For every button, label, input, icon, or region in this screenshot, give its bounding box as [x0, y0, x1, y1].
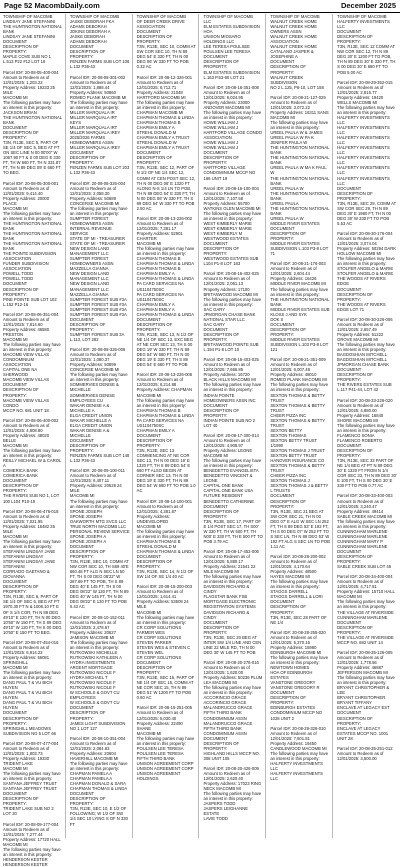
column-text: TOWNSHIP OF MACOMB LINDSAY JANE STEFANINI THE HUNTINGTON NATIONAL BANK LINDSAY JANE STEFANINI DOCUMENT DESCRIPTION OF PROPERTY: MAPLE COVE SUB NO 1 L.513 P22 #12 LOT 16 Parcel ID#: 20-08-05-400-004 Amount to Redeem as of 12/01/2025: 1,203.22 Property Address: 19233 25 MILE MACOMB MI The following parties may have an interest in this property: JACKSON BRIAN THE HUNTINGTON NATIONAL BANK DOCUMENT DESCRIPTION OF PROPERTY: T3N, R13E, SEC 5, PART OF SE 1/4 OF SEC 5, BEG AT PT ON SEC LINE N 00 00'00" W 1067.90 FT & S 00 DEG E 330 FT, TH W 660 FT, TH N 331.87 FT, TH N 89 DEG 09' E 660 FT TO BEG. Parcel ID#: 20-08-05-300-001 Amount to Redeem as of 12/01/2025: 9,414.40 Property Address: 20000 PLACE MACOMB MI The following parties may have an interest in this property: THE HUNTINGTON NATIONAL BANK THE HUNTINGTON NATIONAL BANK THE HUNTINGTON NATIONAL BANK THE POINTE SUBDIVISION ASSOCIATION FUNDER SUBDIVISION ASSOCIATION POWELL TODD POWELL TODD DOCUMENT DESCRIPTION OF PROPERTY: PINE POINTE SUB LOT 102 L.152 P12-16 Parcel ID#: 20-08-06-351-004 Amount to Redeem as of 12/01/2025: 7,814.60 Property Address: 46580 PRESTON MACOMB MI The following parties may have an interest in this property: MACOMB VIEW VILLAS CONDOMINIUM ASSOCIATION CAPITAL ONE NA SHERWOOD MACOMB VIEW VILLAS DOCUMENT DESCRIPTION OF PROPERTY: MACOMB VIEW VILLAS CONDO MCCP NO. 681 UNIT 18 Parcel ID#: 20-08-06-400-002 Amount to Redeem as of 12/01/2025: 4,808.80 Property Address: 48020 BELLE MACOMB MI The following parties may have an interest in this property: REILLY MICHAEL W & CAROL A COMERICA BANK COMERICA BANK DOCUMENT DESCRIPTION OF PROPERTY: THE RIVERS SUB NO 1, LOT 100 L104 P10-19 Parcel ID#: 20-08-06-476-018 Amount to Redeem as of 12/01/2025: 7,021.95 Property Address: 16482 25 MILE MACOMB MI The following parties may have an interest in this property: STEFANINI LINDSAY JANE STEFANINI LINDSAY STEFANINI LINDSAY JANE STEFANINI CORRADO GAETANO & GIOVANNA DOCUMENT DESCRIPTION OF PROPERTY: T3N, R13E, SEC 6, PART OF SE 1/4 OF SEC 6, BEG AT PT 1970.30 FT N & 1006.10 FT E OF S 1/4 COR, TH N 89 DEG 49'10" E 120 FT, TH N 00 DEG 10'50" W 150 FT, TH S 89 DEG 49'10" W 120 FT, TH S 00 DEG 10'50" E 150 FT TO BEG. Parcel ID#: 20-08-07-454-016 Amount to Redeem as of 12/01/2025: 6,914.22 Property Address: 56081 SPRINGHILL MACOMB MI The following parties may have an interest in this property: DANG PAUL T & VU BICH HUYEN DANG PAUL T & VU BICH HUYEN DANG PAUL T & VU BICH HUYEN DOCUMENT DESCRIPTION OF PROPERTY: SPRINGHILL MEADOWS SUBDIVISION NO 5 LOT 66 Parcel ID#: 20-08-07-477-004 Amount to Redeem as of 12/01/2025: 1,803.73 Property Address: 19330 TRIDENT LAKE MACOMB MI The following parties may have an interest in this property: SANTANA JEFFREY TRUST SANTANA JEFFREY TRUST DOCUMENT DESCRIPTION OF PROPERTY: TRIDENT LAKE SUB NO 2 LOT 20 Parcel ID#: 20-08-09-177-004 Amount to Redeem as of 12/01/2025: 7,277.44 Property Address: 17720 HALL MACOMB MI The following parties may have an interest in this property: HENDERSON KESTER HENDERSON KESTER — [3, 14, 63, 867]
column-3 — [137, 14, 200, 838]
page-number: Page 52 — [4, 1, 33, 10]
column-1 — [3, 14, 66, 867]
column-text: TOWNSHIP OF MACOMB JASKE DEBORAH FKA ADAMS DEBORAH JOKINS DEBORAH A JASKE DEBORAH ADAMS DEBORAH DOCUMENT DESCRIPTION OF PROPERTY: FENZEN FARMS SUB LOT 106 L.132 P36-43 Parcel ID#: 20-08-08-301-002 Amount to Redeem as of 12/01/2025: 1,888.44 Property Address: 50860 ROMEO PLANK MACOMB MI The following parties may have an interest in this property: MILLER MARQUALA IR MILLER MARQUALA IRT KEYS MILLER MARQUALA IRT MILLER MARQUALA IREY 2025/2026 FARMS HOMEOWNERS ASSN MILLER MARQUALA IREY DOCUMENT DESCRIPTION OF PROPERTY: FENZEN FARMS SUB LOT 203 L.132 P36-43 Parcel ID#: 20-08-08-326-004 Amount to Redeem as of 12/01/2025: 2,058.30 Property Address: 50689 CONCERSE MACOMB MI The following parties may have an interest in this property: SUMPTER FOREST HOMEOWNERS ASSN INTERNAL REVENUE SERVICE STATE OF MI - TREASURER STATE OF MI - TREASURER NEW DESIGN LAND MANAGEMENT LLC SUMPTER FOREST HOMEOWNERS ASSN MAZZELLA GIANNA NEW DESIGN LAND MANAGEMENT LLC NEW DESIGN LAND MANAGEMENT LLC MAZZELLA GIANNA SUMPTER FOREST SUB #3A SUMPTER FOREST SUB #3A SUMPTER FOREST SUB #3A SUMPTER FOREST SUB #3A DOCUMENT DESCRIPTION OF PROPERTY: SUMPTER FOREST SUB 3A L.113, LOT 282 Parcel ID#: 20-08-08-326-006 Amount to Redeem as of 12/01/2025: 1,080.37 Property Address: 50899 CONCERSE MACOMB MI The following parties may have an interest in this property: SOMMERVIES DENISE & MICHELLE SOMMERVIES DENISE EMPLOYEES CU WAKAR DENISE A & MICHELLE A ELGA CREDIT UNION WAKAR MICHELLE A ELGA CREDIT UNION WAKAR DENISE A & MICHELLE DOCUMENT DESCRIPTION OF PROPERTY: FENZEN FARMS SUB LOT 148 L.132 P36-43 Parcel ID#: 20-08-09-100-011 Amount to Redeem as of 12/01/2025: 6,407.11 Property Address: 20528 24 MILE MACOMB MI The following parties may have an interest in this property: SPONE JOSEPH SPONE JOSEPH OAKWORTH MTG SVCS LLC TRUE NORTH MACOMB LLC PERSONAL REVIEW SERVICE SPONE JOSEPH A SPONE JOSEPH A DOCUMENT DESCRIPTION OF PROPERTY: T3N, R13E, SEC 10, COMM AT NW COR SEC 10, TH S89 40'E 660.48 FT ALG N SEC LN 50 FT, TH S 00 DEG 08'22" W 287.69 FT TO POB, TH S 89 DEG 40' E 145 FT, TH S 00 DEG 08'22" W 130 FT, TH N 89 DEG 40' W 145 FT, TH N 00 DEG 08'22" E 130 FT TO POB 0.43 AC Parcel ID#: 20-08-10-152-011 Amount to Redeem as of 12/01/2025: 2,478.67 Property Address: 20627 JAMISON MACOMB MI The following parties may have an interest in this property: RUTKOWSKI MICHELLE RUTKOWSKI KATHLEEN A HYDRA INVESTMENTS ARGENT MORTGAGE RUTKOWSKI NICOLE F HYDRA MICHAEL T RUTKOWSKI NICOLE F RUTKOWSKI NICOLE F W SCHOOLS & GOVT CU EMPLOYEES W SCHOOLS & GOVT CU DOCUMENT DESCRIPTION OF PROPERTY: JAMES LIGHT SUBDIVISION NO 1 LOT 127 Parcel ID#: 20-08-10-351-004 Amount to Redeem as of 12/01/2025: 2,084.83 Property Address: 20604 HAVERHILL MACOMB MI The following parties may have an interest in this property: CHAPMAN PAMELA A CHAPMAN PAMELA A CHAPMAN DONALD & SARA CHAPMAN THOMAS & LINDA DOCUMENT DESCRIPTION OF PROPERTY: T3N, R13E, SEC 10, E 1/2 OF FOLLOWING; W 1/2 OF SW 1/4 SEC 10 LYING S OF N 330 FT — [69, 14, 130, 827]
page-label — [4, 1, 100, 10]
column-6 — [337, 14, 397, 838]
issue-date: December 2025 — [340, 1, 396, 10]
column-5 — [270, 14, 333, 838]
column-2 — [70, 14, 133, 838]
site-name: MacombDaily.com — [34, 1, 100, 10]
column-4 — [203, 14, 266, 838]
notice-columns — [3, 14, 397, 867]
column-text: TOWNSHIP OF MACOMB WALNUT CREEK HOME WALNUT CREEK HOME OWNERS ASSN WALNUT CREEK HOME ASSOCIATION WALNUT CREEK HOME CATALANO JASPER & JOSEPHINE A DOCUMENT DESCRIPTION OF PROPERTY: WALNUT CREEK SUBDIVISION NO 2 L.125, P6-10, LOT 158 Parcel ID#: 20-08-21-127-029 Amount to Redeem as of 12/01/2025: 3,072.22 Property Address: 16311 SANS MACOMB MI The following parties may have an interest in this property: UREEL PAULA W & JAMES UREEL PAULA W PA K JENIFER PAULA W THE HUNTINGTON NATIONAL BANK THE HUNTINGTON NATIONAL BANK UREEL PAULA W MA K PAUL W THE HUNTINGTON NATIONAL BANK UREEL PAULA W THE HUNTINGTON NATIONAL BANK UREEL PAULA THE HUNTINGTON NATIONAL BANK UREEL PAULA W MIDDLE RIVER ESTATES DOCUMENT DESCRIPTION OF PROPERTY: MIDDLE RIVER ESTATES SUBDIVISION L.103 P3-8 LOT 71 Parcel ID#: 20-08-21-176-003 Amount to Redeem as of 12/01/2025: 2,604.44 Property Address: 16426 MIDDLE RIVER MACOMB MI The following parties may have an interest in this property: THE HUNTINGTON NATIONAL BANK MIDDLE RIVER ESTATES SUB KLOSS J AND SYK DOK S DOCUMENT DESCRIPTION OF PROPERTY: MIDDLE RIVER ESTATES SUBDIVISION L.103 P3-8 LOT 121 Parcel ID#: 20-08-21-351-009 Amount to Redeem as of 12/01/2025: 6,007.48 Property Address: 48010 ROMEO PLANK MACOMB MI The following parties may have an interest in this property: SEXTON THOMAS & BETTY TRUST SEXTON THOMAS & BETTY TRUST CHEER PIZZA INC SEXTON THOMAS & BETTY TRUST SEXTON BETTY SEXTON THOMAS SEXTON BETTY TRUST 1/1990 SEXTON THOMAS J TRUST SEXTON BETTY TRUST HANOVER INSURANCE CO SEXTON THOMAS & BETTY TRUST CHEER PIZZA INC SEXTON THOMAS J SEXTON THOMAS J & BETTY L TRUSTS DOCUMENT DESCRIPTION OF PROPERTY: T3N, R13E, SEC 21 BEG AT SW COR SEC 21, TH N 00 DEG 07' E ALG W SEC LN 252 FT, TH S 89 DEG 53' E 192 FT, TH S 00 DEG 07' W 252 FT TO S SEC LN, TH N 89 DEG 53' W 192 FT ALG S SEC LN TO POB 1.11 AC Parcel ID#: 20-08-28-200-002 Amount to Redeem as of 12/01/2025: 4,170.64 Property Address: 48500 HAYES MACOMB MI The following parties may have an interest in this property: STAGGS DARRELL STAGGS DARRELL & LORI DOCUMENT DESCRIPTION OF PROPERTY: T3N, R13E, SEC 28 PART OF NE 1/4 Parcel ID#: 20-08-28-255-020 Amount to Redeem as of 12/01/2025: 5,370.16 Property Address: 15980 EDINBURGH MACOMB MI The following parties may have an interest in this property: NEWTOWN HOMES HOA OF EDINBURGH ESTATES VANSTONE GREGORY VANSTONE GREGORY R DOCUMENT DESCRIPTION OF PROPERTY: EDINBURGH ESTATES CONDOMINIUM MCCP NO 1028 UNIT 2 Parcel ID#: 20-08-29-326-010 Amount to Redeem as of 12/01/2025: 7,601.81 Property Address: 19450 CANDLEWOOD MACOMB MI The following parties may have an interest in this property: HALFERTY INVESTMENTS LLC HALFERTY INVESTMENTS LLC — [270, 14, 330, 782]
column-text: TOWNSHIP OF MACOMB LLC ELM ESTATES SUBDIVISION HOA UNISON MIOSARO HOLDINGS LLC LEE TERESA POULSEE POULSEN LEE TERESA DOCUMENT DESCRIPTION OF PROPERTY: ELM ESTATES SUBDIVISION L.163 P.53-60 LOT 21 Parcel ID#: 20-08-16-351-008 Amount to Redeem as of 12/01/2025: 6,024.95 Property Address: 23000 ANDOVER MACOMB MI The following parties may have an interest in this property: HOWE WILLIAM J HOWE WILLIAM J HARTFORD VILLAGE CONDO ASSOCIATION HOWE WILLIAM J HOWE WILLIAM J DOCUMENT DESCRIPTION OF PROPERTY: HARTFORD VILLAGE CONDOMINIUM MCCP NO 166 UNIT 19 Parcel ID#: 20-08-16-100-004 Amount to Redeem as of 12/01/2025: 7,107.58 Property Address: 55700 WATKINS GLEN MACOMB MI The following parties may have an interest in this property: WEST KIMBERLY MARIE WEST KIMBERLY MARIE WEST KIMBERLY M WESTWOOD ESTATES DOCUMENT DESCRIPTION OF PROPERTY: WESTWOOD ESTATES SUB L104 P1-8 LOT 183 Parcel ID#: 20-08-16-402-025 Amount to Redeem as of 12/01/2025: 2,061.13 Property Address: 17100 BRITANWOOD MACOMB MI The following parties may have an interest in this property: SAC GARY JPMORGAN CHASE BANK NATIONAL STAR LLC SAC GARY DOCUMENT DESCRIPTION OF PROPERTY: BRITANWOOD POINTE SUB L.194 P1-8 LOT 10 Parcel ID#: 20-08-16-403-025 Amount to Redeem as of 12/01/2025: 7,666.85 Property Address: 16720 BLACK HILLS MACOMB MI The following parties may have an interest in this property: INDIAN POINTE HOMEOWNERS ASSN INC DOCUMENT DESCRIPTION OF PROPERTY: INDIAN POINTE SUB NO 2 LOT 40 Parcel ID#: 20-08-17-300-014 Amount to Redeem as of 12/01/2025: 4,908.97 Property Address: LEONE MACOMB MI The following parties may have an interest in this property: BENEDETTO EVANGELISTA BENEDETTO VINCENT & LEONE CAPITAL ONE BANK CAPITAL ONE BANK USA FUTURE RESIDENT BENEDETTO CATHERINE DOCUMENT DESCRIPTION OF PROPERTY: T3N, R13E, SEC 17, PART OF E 1/4 POST SEC 17, TH S00' W 330 FT, TH W 500 FT, TH N00' E 330 FT, TH E 500 FT TO POB 3.79 AC Parcel ID#: 20-08-17-452-006 Amount to Redeem as of 12/01/2025: 5,880.17 Property Address: 21541 22 MILE MACOMB MI The following parties may have an interest in this property: DAVIDSON RICHARD & CINDY FLAGSTAR BANK FSB MORTGAGE ELECTRONIC REGISTRATION SYSTEMS DAVIDSON RICHARD & CINDY DOCUMENT DESCRIPTION OF PROPERTY: T3N, R13E, SEC 20 BEG AT INTER SW 1/4 LINE AND CEN LINE 22 MILE RD, TH N 00 DEG 30' W 145 FT TO POB Parcel ID#: 20-08-20-276-016 Amount to Redeem as of 12/01/2025: 1,620.00 Property Address: 50236 PLUM LEA MACOMB MI The following parties may have an interest in this property: ACCORINCIO GRACE ACCORINCIO GRACE MALANDRUCCO GRACE FIFTH THIRD BANK CONDOMINIUM ASSN MALANDRUCCO GRACE FIFTH THIRD BANK CONDOMINIUM ASSN DOCUMENT DESCRIPTION OF PROPERTY: HIGHLAND HILLS MCCP NO. 308 UNIT 105 Parcel ID#: 20-08-20-426-009 Amount to Redeem as of 12/01/2025: 2,620.40 Property Address: 17023 RING NECK MACOMB MI The following parties may have an interest in this property: JASPERS TODD JASPERS LEIGHANNE ESTATE LAVIE TODD — [203, 14, 263, 822]
page-header — [0, 0, 400, 13]
column-text: TOWNSHIP OF MACOMB OF DEER CREEK DRIVE ASSOCIATION DOCUMENT DESCRIPTION OF PROPERTY: T3N, R13E, SEC 10, COMM AT SW COR SEC 10, TH N 89 DEG 54' E 330 FT, TH N 00 DEG 06' W 330 FT TO POB 0.32 AC Parcel ID#: 20-08-12-326-001 Amount to Redeem as of 12/01/2025: 6,712.71 Property Address: 21048 HARTFORD MACOMB MI The following parties may have an interest in this property: CHAPMAN MACOMB MI CHAPMAN THOMAS & LINDA CHAPMAN THOMAS B CHAPMAN EMILY A STREHL DONALD M CHAPMAN EMILY A TRUST STREHL DONALD W CHAPMAN EMILY A TRUST DOCUMENT DESCRIPTION OF PROPERTY: T3N, R13E, SEC 12, PART OF N 1/2 OF NE 1/4 SEC 12, COMM AT CEN POST SEC 12, TH N 00 DEG 06' E 1320 FT ALONG N-S 1/4 LN TO POB, TH N 89 DEG 54' E 330 FT, TH N 00 DEG 06' W 330 FT, TH S 89 DEG 54' W 330 FT TO POB 2.50 AC Parcel ID#: 20-08-13-226-002 Amount to Redeem as of 12/01/2025: 7,381.17 Property Address: 52901 CHARTER MACOMB MI The following parties may have an interest in this property: CHAPMAN THOMAS B CHAPMAN THOMAS & LINDA CHAPMAN THOMAS B CHAPMAN EMILY A CHAPMAN THOMAS & LINDA PA CARD SERVICES NA US1104750SC PA CARD SERVICES NA US1104750SC CHAPMAN EMILY A CHAPMAN EMILY A CHAPMAN THOMAS & LINDA DOCUMENT DESCRIPTION OF PROPERTY: T3N, R13E, SEC 13, N 1/2 OF NE 1/4 OF SEC 13, EXC BEG AT NE COR SEC 13, TH S 00 DEG 19' W 330 FT, TH N 89 DEG 54' W 660 FT, TH N 00 DEG 19' E 330 FT, TH S 89 DEG 54' E 660 FT TO POB Parcel ID#: 20-08-13-226-006 Amount to Redeem as of 12/01/2025: 6,214.88 Property Address: CHAPMAN MACOMB MI The following parties may have an interest in this property: CHAPMAN THOMAS B CHAPMAN THOMAS & LINDA PA CARD SERVICES NA US1104750SC CHAPMAN EMILY A DOCUMENT DESCRIPTION OF PROPERTY: T3N, R13E, SEC 13 COMMENCING AT NE COR SEC 13, TH N 00 DEG 19' E 1320 FT, TH S 89 DEG 54' E 660 FT ALSO BEGIN AT CORNER SEC 13, TH N 00 DEG 19' E 330 FT, TH N 89 DEG 54' W 660 FT TO POB 1.0 AC Parcel ID#: 20-08-14-100-001 Amount to Redeem as of 12/01/2025: 4,381.87 Property Address: UNDEVELOPED MACOMB MI The following parties may have an interest in this property: CHAPMAN THOMAS B STREHL DONALD M CHAPMAN THOMAS & LINDA DOCUMENT DESCRIPTION OF PROPERTY: T3N, R13E, SEC 14, N 1/2 OF SW 1/4 OF SE 1/4 40 AC Parcel ID#: 20-08-15-200-003 Amount to Redeem as of 12/01/2025: 1,614.41 Property Address: 53509 24 MILE MACOMB MI The following parties may have an interest in this property: CR CORP SOLUTIONS FARMER WES CR CORP SOLUTIONS STEVEN PARKER STEVEN WES & STEVEN C STEVEN WEL CR CORP SOLUTIONS DOCUMENT DESCRIPTION OF PROPERTY: T3N, R13E, SEC 15, PART OF NE 1/4 OF SEC 15, COMM AT NE COR SEC 15, TH N 89 DEG 51' W 1200 FT TO POB 0.60 AC Parcel ID#: 20-08-15-251-005 Amount to Redeem as of 12/01/2025: 5,030.40 Property Address: 22490 SHANE MACOMB MI The following parties may have an interest in this property: POULSEN LEE TERESA POULSEN LEE TERESA FIFTH THIRD BANK UNISON AGREEMENT CORP UNISON AGREEMENT CORP UNISON AGREEMENT HOLDINGS — [136, 14, 196, 782]
column-text: TOWNSHIP OF MACOMB HALFERTY INVESTMENTS LLC DOCUMENT DESCRIPTION OF PROPERTY: T3N, R13E, SEC 12 COMM AT NW COR SEC 12, TH N 89 DEG 30' E 1200 FT TO POB, TH N 89 DEG 30' E 330 FT, TH S 00 DEG 30' E 660 FT TO POB 5.00 AC Parcel ID#: 20-08-29-352-015 Amount to Redeem as of 12/01/2025: 2,815.77 Property Address: 19420 WELLS MACOMB MI The following parties may have an interest in this property: HALFERTY INVESTMENTS LLC HALFERTY INVESTMENTS LLC HALFERTY INVESTMENTS LLC HALFERTY INVESTMENTS LLC HALFERTY INVESTMENTS LLC HALFERTY INVESTMENTS LLC HALFERTY INVESTMENTS LLC DOCUMENT DESCRIPTION OF PROPERTY: T3N, R13E, SEC 29, COMM AT SW COR SEC 29, TH N 89 DEG 30' E 1980 FT, TH N 00 DEG 30' W 330 FT TO POB 5.53 AC Parcel ID#: 20-08-30-176-004 Amount to Redeem as of 12/01/2025: 3,074.04 Property Address: 50294 DARK HOLLOW MACOMB MI The following parties may have an interest in this property: STOLFER ANGELO & MARIE STOLFER ANGELO & MARIE THE WOODS AT RIVERS EDGE DOCUMENT DESCRIPTION OF PROPERTY: THE WOODS AT RIVERS EDGE LOT 71 Parcel ID#: 20-08-30-226-006 Amount to Redeem as of 12/01/2025: 2,657.49 Property Address: 51222 GROVE MACOMB MI The following parties may have an interest in this property: BAGDOSHIAN MITCHELL BAGDOSHIAN MITCHELL JPMORGAN CHASE BANK DOCUMENT DESCRIPTION OF PROPERTY: THE RIVERS ESTATES SUB L.117 P41-44, LOT 42 Parcel ID#: 20-08-33-226-020 Amount to Redeem as of 12/01/2025: 4,880.00 Property Address: 16840 SHORE MACOMB MI The following parties may have an interest in this property: FLAMENCO SONIA FLAMENCO ROBERTO DOCUMENT DESCRIPTION OF PROPERTY: T3N, R13E, SEC 33 PART OF NE 1/4 BEG AT PT N 89 DEG 30' E 1320 FT FROM N 1/4 COR SEC 33, TH N 89 DEG 30' E 100 FT, TH S 00 DEG 30' E 330 FT TO POB 0.77 AC Parcel ID#: 20-08-33-400-003 Amount to Redeem as of 12/01/2025: 3,240.47 Property Address: 49414 SABLE CREEK MACOMB MI The following parties may have an interest in this property: CUNNINGHAM MARLENE CUNNINGHAM MARLENE CUNNINGHAM MARY P CUNNINGHAM MARLENE DOCUMENT DESCRIPTION OF PROPERTY: SABLE CREEK SUB LOT 45 Parcel ID#: 20-08-34-400-004 Amount to Redeem as of 12/01/2025: 4,717.81 Property Address: 15710 HALL MACOMB MI The following parties may have an interest in this property: THE VILLAGE AT RIVERSIDE CUNNINGHAM MARLENE DOCUMENT DESCRIPTION OF PROPERTY: THE VILLAGE AT RIVERSIDE MCCP NO. 682 UNIT 14 Parcel ID#: 20-08-35-126-005 Amount to Redeem as of 12/01/2025: 1,778.56 Property Address: 46887 JEFFERSON MACOMB MI The following parties may have an interest in this property: BRYANT CHRISTOPHER & LEE BRYANT CHRISTOPHER BRYANT TIFFANY ENCLAVE AT LEGACY EST DOCUMENT DESCRIPTION OF PROPERTY: ENCLAVE AT LEGACY ESTATES MCCP NO. 1001 UNIT 28 Parcel ID#: 20-08-35-251-012 Amount to Redeem as of 12/01/2025: 3,500.00 — [337, 14, 397, 761]
